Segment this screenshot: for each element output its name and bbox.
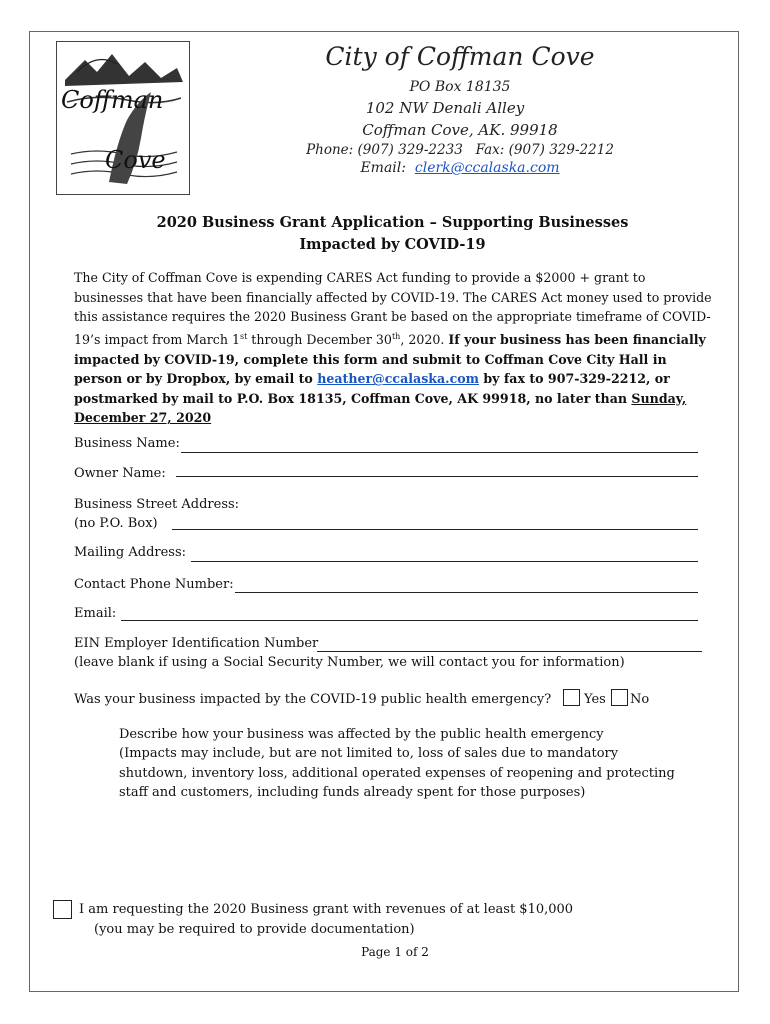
mailing-address-label: Mailing Address: <box>74 545 187 560</box>
no-checkbox[interactable] <box>611 689 628 706</box>
yes-checkbox[interactable] <box>563 689 580 706</box>
yes-label: Yes <box>584 692 606 707</box>
deadline-date: Sunday, December 27, 2020 <box>74 390 687 426</box>
street-address: 102 NW Denali Alley <box>365 99 525 117</box>
owner-name-label: Owner Name: <box>74 466 166 481</box>
city-state-zip: Coffman Cove, AK. 99918 <box>362 121 558 139</box>
owner-name-field[interactable] <box>176 476 698 477</box>
form-title-line1: 2020 Business Grant Application – Supporting Businesses <box>156 214 629 231</box>
street-address-label: Business Street Address: <box>74 497 240 512</box>
revenue-checkbox[interactable] <box>53 900 72 919</box>
intro-sup-1: st <box>239 331 248 341</box>
business-name-field[interactable] <box>181 452 698 453</box>
contact-phone-label: Contact Phone Number: <box>74 577 234 592</box>
form-title-line2: Impacted by COVID-19 <box>299 236 486 253</box>
ein-label: EIN Employer Identification Number <box>74 636 319 651</box>
email-field-label: Email: <box>74 606 117 621</box>
intro-paragraph <box>74 268 716 428</box>
intro-text-3: , 2020. <box>400 331 449 347</box>
logo-illustration <box>57 42 189 194</box>
fax-number: Fax: (907) 329-2212 <box>475 142 614 158</box>
intro-text-1: The City of Coffman Cove is expending CARES Act funding to provide a $2000 + grant to businesses that have been financially affected by COVID-19. The CARES Act money used to provide this assistance requires the 2020 Business Grant be based on the appropriate timeframe of COVID-19’s impact from March 1 <box>74 270 712 347</box>
svg-text:Cove: Cove <box>105 146 166 174</box>
email-field[interactable] <box>121 620 698 621</box>
email-label: Email: <box>360 160 406 176</box>
ein-field[interactable] <box>317 651 702 652</box>
submission-email-link[interactable]: heather@ccalaska.com <box>317 371 479 387</box>
no-po-box-note: (no P.O. Box) <box>74 516 158 531</box>
impact-question: Was your business impacted by the COVID-19 public health emergency? <box>74 692 552 707</box>
no-label: No <box>630 692 650 707</box>
phone-number: Phone: (907) 329-2233 <box>306 142 463 158</box>
city-logo <box>56 41 190 195</box>
intro-text-2: through December 30 <box>247 331 392 347</box>
svg-text:Coffman: Coffman <box>61 86 164 114</box>
intro-instructions: If your business has been financially impacted by COVID-19, complete this form and submit to Coffman Cove City Hall in person or by Dropbox, by email to <box>74 331 706 387</box>
city-name: City of Coffman Cove <box>325 42 595 71</box>
intro-instructions-2: by fax to 907-329-2212, or postmarked by mail to P.O. Box 18135, Coffman Cove, AK 99918, no later than <box>74 371 670 406</box>
intro-sup-2: th <box>391 331 401 341</box>
ein-note: (leave blank if using a Social Security Number, we will contact you for information) <box>74 655 625 670</box>
phone-fax-line <box>300 142 620 158</box>
documentation-note: (you may be required to provide documentation) <box>94 922 415 937</box>
contact-phone-field[interactable] <box>235 592 698 593</box>
po-box: PO Box 18135 <box>409 79 511 95</box>
street-address-field[interactable] <box>172 529 698 530</box>
describe-impact-note: (Impacts may include, but are not limited to, loss of sales due to mandatory shutdown, inventory loss, additional operated expenses of reopening and protecting staff and customers, including funds already spent for those purposes) <box>119 746 675 801</box>
describe-impact-label: Describe how your business was affected by the public health emergency <box>119 727 604 742</box>
business-name-label: Business Name: <box>74 436 180 451</box>
page-number: Page 1 of 2 <box>361 945 429 959</box>
clerk-email-link[interactable]: clerk@ccalaska.com <box>414 160 560 176</box>
revenue-statement: I am requesting the 2020 Business grant with revenues of at least $10,000 <box>79 902 574 917</box>
impact-description-area[interactable] <box>119 810 699 890</box>
email-line <box>300 160 620 176</box>
mailing-address-field[interactable] <box>191 561 698 562</box>
